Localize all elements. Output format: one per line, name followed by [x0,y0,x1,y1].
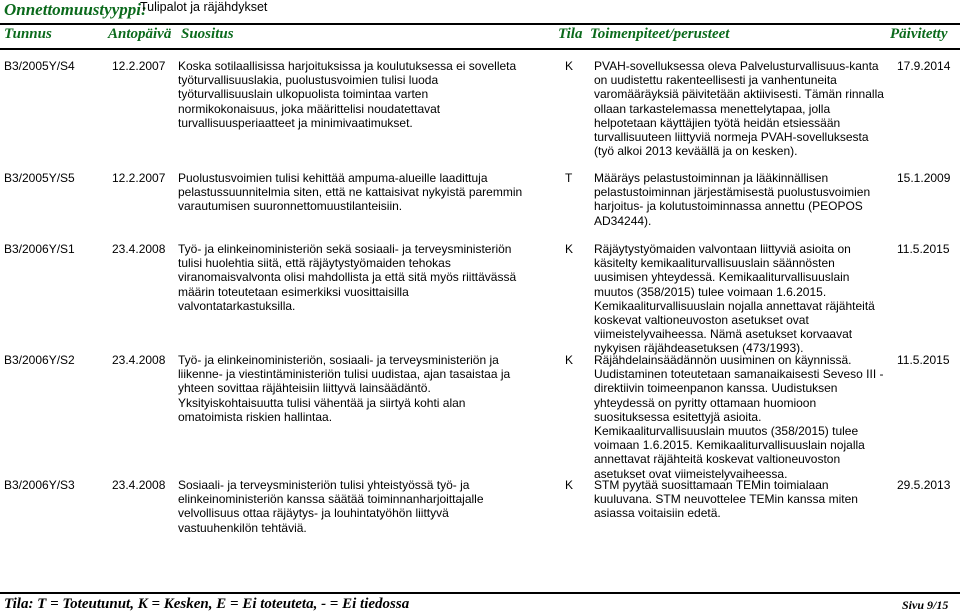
row-id: B3/2006Y/S2 [4,353,75,367]
row-updated: 29.5.2013 [897,478,951,492]
row-measures: PVAH-sovelluksessa oleva Palvelusturvallisuus-kanta on uudistettu rakenteellisesti ja vanhentuneita varomääräyksiä päivitetään aktiivisesti. Tämän rinnalla ollaan tarkastelemassa menettelytapaa, jolla helpotetaan käyttäjien työtä heidän etsiessään turvallisuuteen liittyviä normeja PVAH-sovelluksesta (työ alkoi 2013 keväällä ja on kesken). [594,59,884,159]
page-number: Sivu 9/15 [902,598,949,612]
row-updated: 11.5.2015 [897,353,950,367]
row-measures: Räjäytystyömaiden valvontaan liittyviä asioita on käsitelty kemikaaliturvallisuuslain säännösten uusimisen yhteydessä. Kemikaaliturvallisuuslain muutos (358/2015) tulee voimaan 1.6.2015. Kemikaaliturvallisuuslain nojalla annettavat räjähteitä koskevat valtioneuvoston asetukset ovat viimeistelyvaiheessa. Nämä asetukset korvaavat nykyisen räjähdeasetuksen (473/1993). [594,242,875,356]
header-rule [0,48,960,50]
row-date: 23.4.2008 [112,353,166,367]
status-legend: Tila: T = Toteutunut, K = Kesken, E = Ei toteuteta, - = Ei tiedossa [4,596,410,612]
row-description: Työ- ja elinkeinoministeriön sekä sosiaali- ja terveysministeriön tulisi huolehtia siitä, että räjäytystyömaiden tehokas viranomaisvalvonta olisi mahdollista ja että sitä myös riittävässä määrin toteutetaan esimerkiksi vuosittaisilla valvontatarkastuksilla. [178,242,517,313]
row-date: 23.4.2008 [112,242,166,256]
accident-type-label: Onnettomuustyyppi: [4,0,147,19]
row-date: 23.4.2008 [112,478,166,492]
row-state: K [565,353,574,367]
row-state: K [565,478,574,492]
column-header-updated: Päivitetty [890,26,948,42]
row-id: B3/2006Y/S1 [4,242,75,256]
column-header-id: Tunnus [4,26,52,42]
footer-rule [0,592,960,594]
row-updated: 11.5.2015 [897,242,950,256]
top-rule [0,23,960,25]
row-updated: 15.1.2009 [897,171,951,185]
row-measures: STM pyytää suosittamaan TEMin toimialaan kuuluvana. STM neuvottelee TEMin kanssa miten asiassa voitaisiin edetä. [594,478,858,521]
row-id: B3/2005Y/S5 [4,171,75,185]
row-id: B3/2005Y/S4 [4,59,75,73]
column-header-state: Tila [558,26,583,42]
row-description: Koska sotilaallisissa harjoituksissa ja koulutuksessa ei sovelleta työturvallisuuslakia, puolustusvoimien tulisi luoda työturvallisuuslain ulkopuolista toimintaa varten normikokonaisuus, joka määrittelisi noudatettavat turvallisuusperiaatteet ja minimivaatimukset. [178,59,517,130]
row-measures: Räjähdelainsäädännön uusiminen on käynnissä. Uudistaminen toteutetaan samanaikaisesti Seveso III -direktiivin toimeenpanon kanssa. Uudistuksen yhteydessä on pyritty ottamaan huomioon suosituksessa esitettyjä asioita. Kemikaaliturvallisuuslain muutos (358/2015) tulee voimaan 1.6.2015. Kemikaaliturvallisuuslain nojalla annettavat räjähteitä koskevat valtioneuvoston asetukset ovat viimeistelyvaiheessa. [594,353,884,481]
row-state: K [565,242,574,256]
row-description: Puolustusvoimien tulisi kehittää ampuma-alueille laadittuja pelastussuunnitelmia siten, että ne kattaisivat nykyistä paremmin varautumisen suuronnettomuustilanteisiin. [178,171,523,214]
row-description: Sosiaali- ja terveysministeriön tulisi yhteistyössä työ- ja elinkeinoministeriön kanssa säätää toiminnanharjoittajalle velvollisuus ottaa räjäytys- ja louhintatyöhön liittyvä vastuuhenkilön tehtäviä. [178,478,484,535]
row-date: 12.2.2007 [112,59,166,73]
row-id: B3/2006Y/S3 [4,478,75,492]
accident-type-value: Tulipalot ja räjähdykset [140,0,268,14]
row-state: K [565,59,574,73]
row-date: 12.2.2007 [112,171,166,185]
column-header-date: Antopäivä [108,26,172,42]
column-header-measures: Toimenpiteet/perusteet [590,26,730,42]
row-measures: Määräys pelastustoiminnan ja lääkinnällisen pelastustoiminnan järjestämisestä puolustusvoimien harjoitus- ja kolutustoiminnassa annettu (PEOPOS AD34244). [594,171,871,228]
row-updated: 17.9.2014 [897,59,951,73]
row-description: Työ- ja elinkeinoministeriön, sosiaali- ja terveysministeriön ja liikenne- ja viestintäministeriön tulisi uudistaa, ajan tasaistaa ja yhteen sovittaa räjähteisiin liittyvä lainsäädäntö. Yksityiskohtaisuutta tulisi vähentää ja siirtyä kohti alan omatoimista riskien hallintaa. [178,353,511,424]
row-state: T [565,171,573,185]
column-header-description: Suositus [181,26,234,42]
